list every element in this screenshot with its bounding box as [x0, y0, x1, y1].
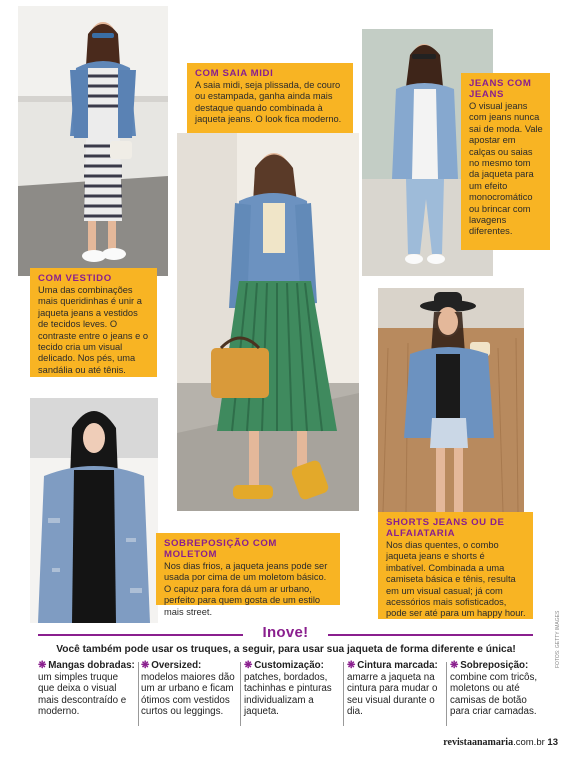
section-title: COM VESTIDO	[38, 273, 112, 284]
section-text: Nos dias quentes, o combo jaqueta jeans e shorts é imbatível. Combinada a uma camiseta básica e tênis, resulta em um visual casual; já com acessórios mais sofisticados, pode ser até para um happy hour.	[386, 540, 526, 619]
tip-text: combine com tricôs, moletons ou até camisas de botão para criar camadas.	[450, 671, 538, 718]
box-sobreposicao-moletom	[156, 533, 340, 617]
tip-title: Mangas dobradas:	[48, 660, 135, 671]
section-text: Uma das combinações mais queridinhas é unir a jaqueta jeans a vestidos de tecidos leves. O contraste entre o jeans e o tecido cria um visual delicado. Nos pés, uma sandália ou até tênis.	[38, 285, 149, 375]
tip-text: amarre a jaqueta na cintura para mudar o seu visual durante o dia.	[347, 671, 438, 718]
page-number: 13	[547, 737, 558, 748]
footer-brand: revistaanamaria	[443, 737, 514, 748]
tip-title: Sobreposição:	[460, 660, 529, 671]
footer-domain: .com.br	[513, 737, 545, 748]
tip-oversized	[141, 660, 239, 718]
tip-text: modelos maiores dão um ar urbano e ficam ótimos com vestidos curtos ou leggings.	[141, 671, 235, 718]
photo-striped-dress	[18, 6, 168, 276]
tip-divider	[343, 662, 344, 726]
box-shorts	[378, 512, 533, 619]
tip-text: um simples truque que deixa o visual mais descontraído e moderno.	[38, 671, 127, 718]
divider-right	[328, 634, 533, 636]
photo-shorts-field	[378, 288, 524, 512]
section-title: SOBREPOSIÇÃO COM MOLETOM	[164, 538, 278, 560]
box-com-saia-midi	[187, 63, 353, 139]
inove-title: Inove!	[262, 624, 309, 641]
photo-credit: FOTOS: GETTY IMAGES	[555, 610, 561, 668]
tip-cintura-marcada	[347, 660, 445, 718]
tip-divider	[138, 662, 139, 726]
inove-header	[38, 626, 533, 642]
section-title: SHORTS JEANS OU DE ALFAIATARIA	[386, 517, 505, 539]
section-text: O visual jeans com jeans nunca sai de moda. Vale apostar em calças ou saias no mesmo tom da jaqueta para um efeito monocromático ou brincar com lavagens diferentes.	[469, 101, 543, 237]
tip-divider	[446, 662, 447, 726]
photo-hoodie	[30, 398, 158, 623]
tip-divider	[240, 662, 241, 726]
star-bullet-icon: ❋	[347, 660, 356, 671]
tips-row	[38, 660, 550, 730]
star-bullet-icon: ❋	[141, 660, 150, 671]
section-title: JEANS COM JEANS	[469, 78, 532, 100]
box-jeans-com-jeans	[461, 73, 550, 250]
section-text: A saia midi, seja plissada, de couro ou estampada, ganha ainda mais destaque quando combinada à jaqueta jeans. O look fica moderno.	[195, 80, 342, 125]
tip-title: Oversized:	[151, 660, 202, 671]
tip-text: patches, bordados, tachinhas e pinturas individualizam a jaqueta.	[244, 671, 332, 718]
section-title: COM SAIA MIDI	[195, 68, 274, 79]
star-bullet-icon: ❋	[244, 660, 253, 671]
tip-sobreposicao	[450, 660, 548, 718]
inove-subtitle: Você também pode usar os truques, a seguir, para usar sua jaqueta de forma diferente e única!	[56, 644, 516, 655]
tip-title: Customização:	[254, 660, 324, 671]
star-bullet-icon: ❋	[38, 660, 47, 671]
tip-title: Cintura marcada:	[357, 660, 438, 671]
tip-mangas-dobradas	[38, 660, 136, 718]
section-text: Nos dias frios, a jaqueta jeans pode ser usada por cima de um moletom básico. O capuz para fora dá um ar urbano, perfeito para quem gosta de um estilo mais street.	[164, 561, 328, 617]
tip-customizacao	[244, 660, 342, 718]
box-com-vestido	[30, 268, 157, 377]
star-bullet-icon: ❋	[450, 660, 459, 671]
page-footer	[443, 737, 558, 748]
photo-green-skirt	[177, 133, 359, 511]
